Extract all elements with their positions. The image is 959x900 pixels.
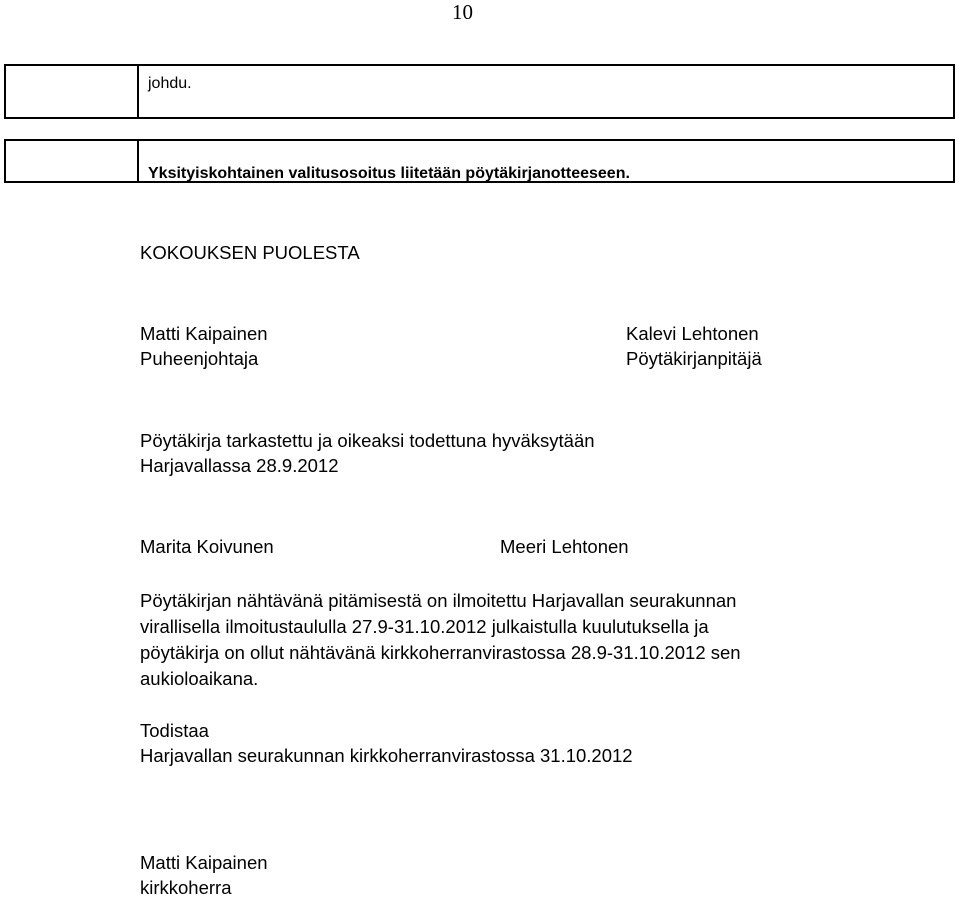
row-label-cell: [6, 141, 139, 181]
secretary-name: Kalevi Lehtonen: [626, 323, 759, 344]
row-2-text: Yksityiskohtainen valitusosoitus liitetään pöytäkirjanotteeseen.: [148, 165, 630, 182]
verification-line-1: Pöytäkirja tarkastettu ja oikeaksi todettuna hyväksytään: [140, 430, 595, 451]
chair-name: Matti Kaipainen: [140, 323, 268, 344]
attest-label: Todistaa: [140, 720, 209, 741]
notice-line-4: aukioloaikana.: [140, 668, 259, 689]
chair-role: Puheenjohtaja: [140, 348, 259, 369]
page-number: 10: [452, 0, 473, 24]
minutes-row-2: [4, 139, 955, 183]
attest-place-date: Harjavallan seurakunnan kirkkoherranvirastossa 31.10.2012: [140, 745, 633, 766]
row-1-text: johdu.: [148, 75, 192, 92]
verifier-right: Meeri Lehtonen: [500, 536, 629, 557]
secretary-role: Pöytäkirjanpitäjä: [626, 348, 762, 369]
final-signer-name: Matti Kaipainen: [140, 852, 268, 873]
row-label-cell: [6, 66, 139, 117]
verification-line-2: Harjavallassa 28.9.2012: [140, 455, 339, 476]
notice-line-1: Pöytäkirjan nähtävänä pitämisestä on ilmoitettu Harjavallan seurakunnan: [140, 590, 737, 611]
verifier-left: Marita Koivunen: [140, 536, 274, 557]
minutes-row-1: [4, 64, 955, 119]
section-heading: KOKOUKSEN PUOLESTA: [140, 242, 360, 263]
notice-line-3: pöytäkirja on ollut nähtävänä kirkkoherranvirastossa 28.9-31.10.2012 sen: [140, 642, 741, 663]
final-signer-title: kirkkoherra: [140, 877, 232, 898]
notice-line-2: virallisella ilmoitustaululla 27.9-31.10.2012 julkaistulla kuulutuksella ja: [140, 616, 709, 637]
